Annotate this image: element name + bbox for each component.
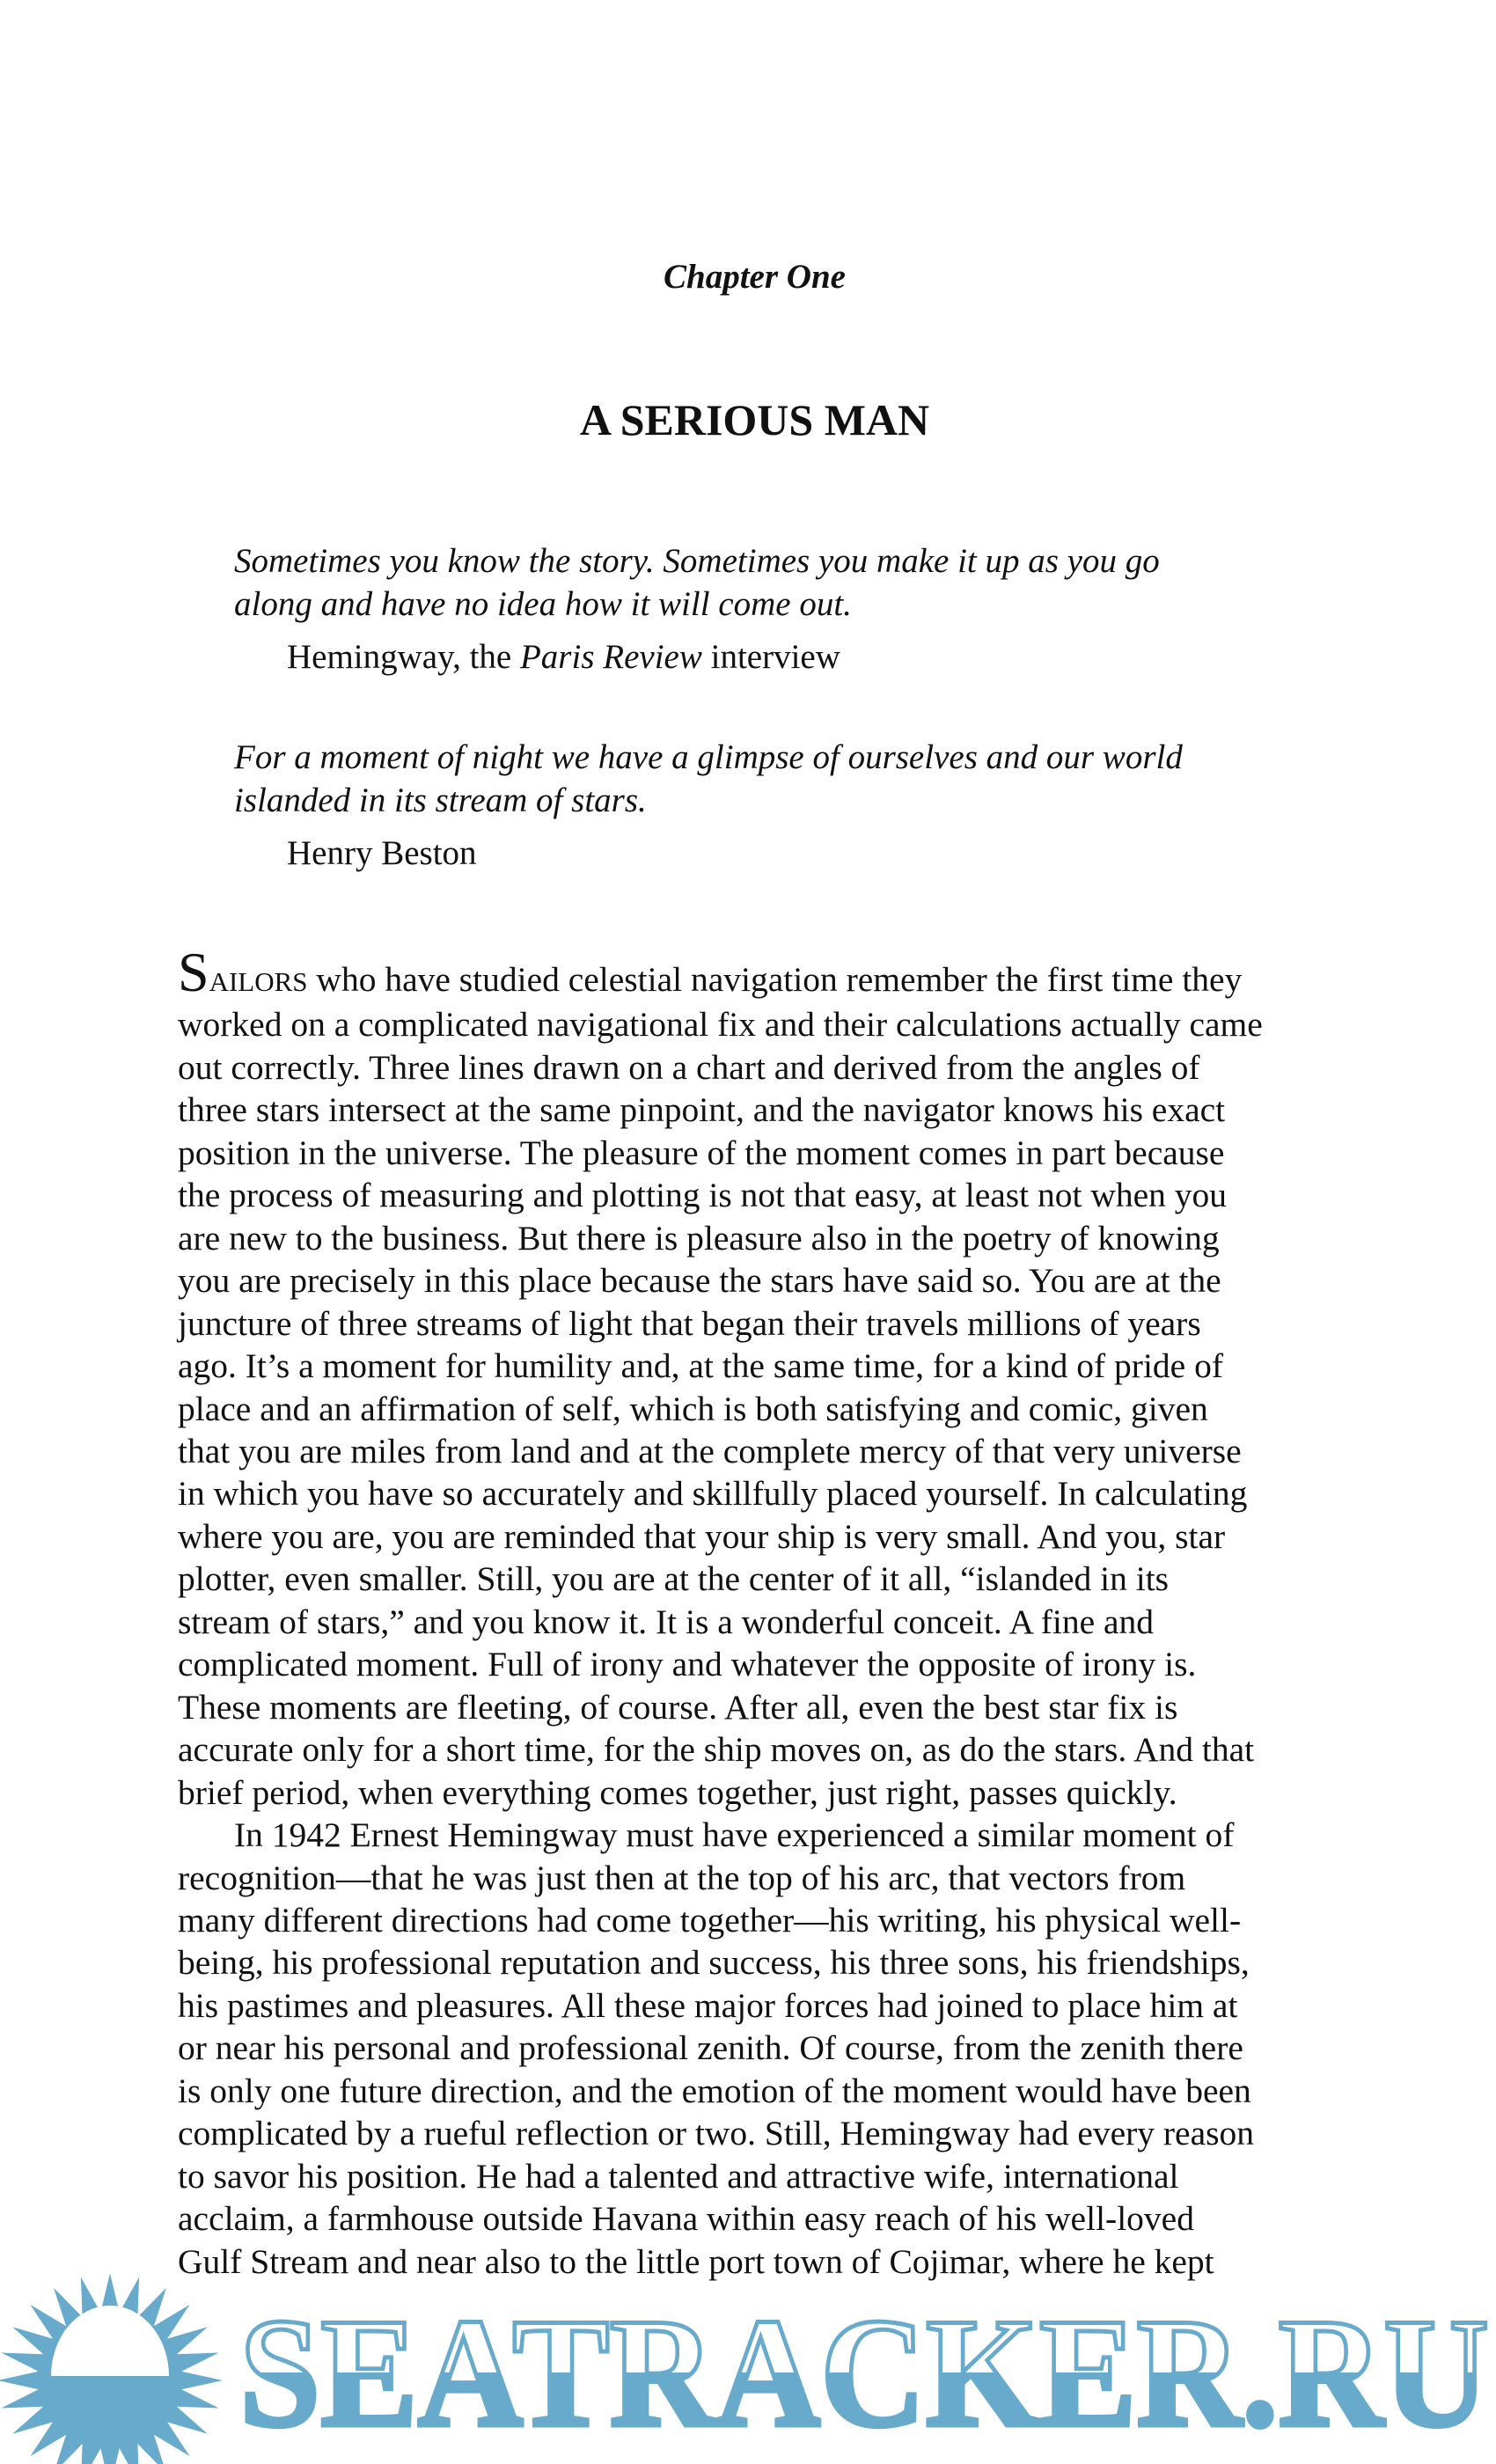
- text-line: ago. It’s a moment for humility and, at the same time, for a kind of pride of: [178, 1346, 1223, 1386]
- attribution-text: interview: [701, 638, 840, 676]
- text-line: position in the universe. The pleasure of the moment comes in part because: [178, 1133, 1225, 1172]
- epigraph-attribution-2: [287, 833, 477, 873]
- text-line: accurate only for a short time, for the ship moves on, as do the stars. And that: [178, 1730, 1255, 1770]
- text-line: out correctly. Three lines drawn on a chart and derived from the angles of: [178, 1047, 1200, 1087]
- text-line: many different directions had come together—his writing, his physical well-: [178, 1900, 1242, 1940]
- text-line: worked on a complicated navigational fix and their calculations actually came: [178, 1005, 1263, 1045]
- text-line: three stars intersect at the same pinpoint, and the navigator knows his exact: [178, 1090, 1226, 1130]
- text-line: are new to the business. But there is pleasure also in the poetry of knowing: [178, 1218, 1220, 1258]
- text-line: place and an affirmation of self, which is both satisfying and comic, given: [178, 1389, 1208, 1428]
- text-line: being, his professional reputation and success, his three sons, his friendships,: [178, 1943, 1250, 1983]
- text-line: These moments are fleeting, of course. After all, even the best star fix is: [178, 1687, 1178, 1727]
- epigraph-line: For a moment of night we have a glimpse of ourselves and our world: [234, 738, 1183, 776]
- epigraph-1: [234, 540, 1160, 626]
- first-line: [178, 941, 1339, 1003]
- text: who have studied celestial navigation remember the first time they: [307, 960, 1243, 999]
- text-line: juncture of three streams of light that began their travels millions of years: [178, 1303, 1201, 1343]
- text-line: acclaim, a farmhouse outside Havana within easy reach of his well-loved: [178, 2199, 1194, 2239]
- epigraph-line: Sometimes you know the story. Sometimes you make it up as you go: [234, 542, 1160, 580]
- sun-icon: [0, 2273, 223, 2464]
- text-line: stream of stars,” and you know it. It is a wonderful conceit. A fine and: [178, 1602, 1155, 1641]
- text-line: is only one future direction, and the emotion of the moment would have been: [178, 2071, 1251, 2110]
- text-line: his pastimes and pleasures. All these major forces had joined to place him at: [178, 1985, 1238, 2025]
- watermark-text: SEATRACKER.RU: [239, 2285, 1489, 2460]
- chapter-label: Chapter One: [664, 258, 846, 296]
- epigraph-line: islanded in its stream of stars.: [234, 781, 647, 819]
- epigraph-line: along and have no idea how it will come out.: [234, 584, 852, 623]
- epigraph-2: [234, 737, 1183, 822]
- attribution-text: Henry Beston: [287, 834, 477, 872]
- text-line: you are precisely in this place because the stars have said so. You are at the: [178, 1261, 1221, 1301]
- watermark-logo: [0, 2253, 1496, 2464]
- text-line: where you are, you are reminded that your ship is very small. And you, star: [178, 1516, 1226, 1556]
- drop-cap: S: [178, 941, 209, 1003]
- text-line: the process of measuring and plotting is not that easy, at least not when you: [178, 1176, 1228, 1215]
- text-line: recognition—that he was just then at the top of his arc, that vectors from: [178, 1858, 1186, 1897]
- body-text: [178, 941, 1339, 2283]
- text-line: Gulf Stream and near also to the little port town of Cojimar, where he kept: [178, 2241, 1214, 2281]
- chapter-title: A SERIOUS MAN: [579, 395, 930, 444]
- text-line: to savor his position. He had a talented and attractive wife, international: [178, 2156, 1179, 2196]
- text-line: complicated moment. Full of irony and whatever the opposite of irony is.: [178, 1645, 1197, 1684]
- attribution-publication: Paris Review: [519, 638, 702, 676]
- text-line: or near his personal and professional zenith. Of course, from the zenith there: [178, 2028, 1243, 2068]
- paragraph-1: [178, 1003, 1339, 1814]
- small-caps-lead: AILORS: [209, 966, 308, 997]
- paragraph-2: [178, 1814, 1339, 2283]
- text-line: complicated by a rueful reflection or two. Still, Hemingway had every reason: [178, 2114, 1254, 2153]
- attribution-text: Hemingway, the: [287, 638, 520, 676]
- epigraph-attribution-1: [287, 637, 840, 677]
- text-line: brief period, when everything comes together, just right, passes quickly.: [178, 1772, 1177, 1812]
- text-line: in which you have so accurately and skillfully placed yourself. In calculating: [178, 1474, 1248, 1514]
- text-line: that you are miles from land and at the complete mercy of that very universe: [178, 1431, 1242, 1470]
- text-line: In 1942 Ernest Hemingway must have experienced a similar moment of: [234, 1815, 1235, 1855]
- text-line: plotter, even smaller. Still, you are at the center of it all, “islanded in its: [178, 1559, 1170, 1599]
